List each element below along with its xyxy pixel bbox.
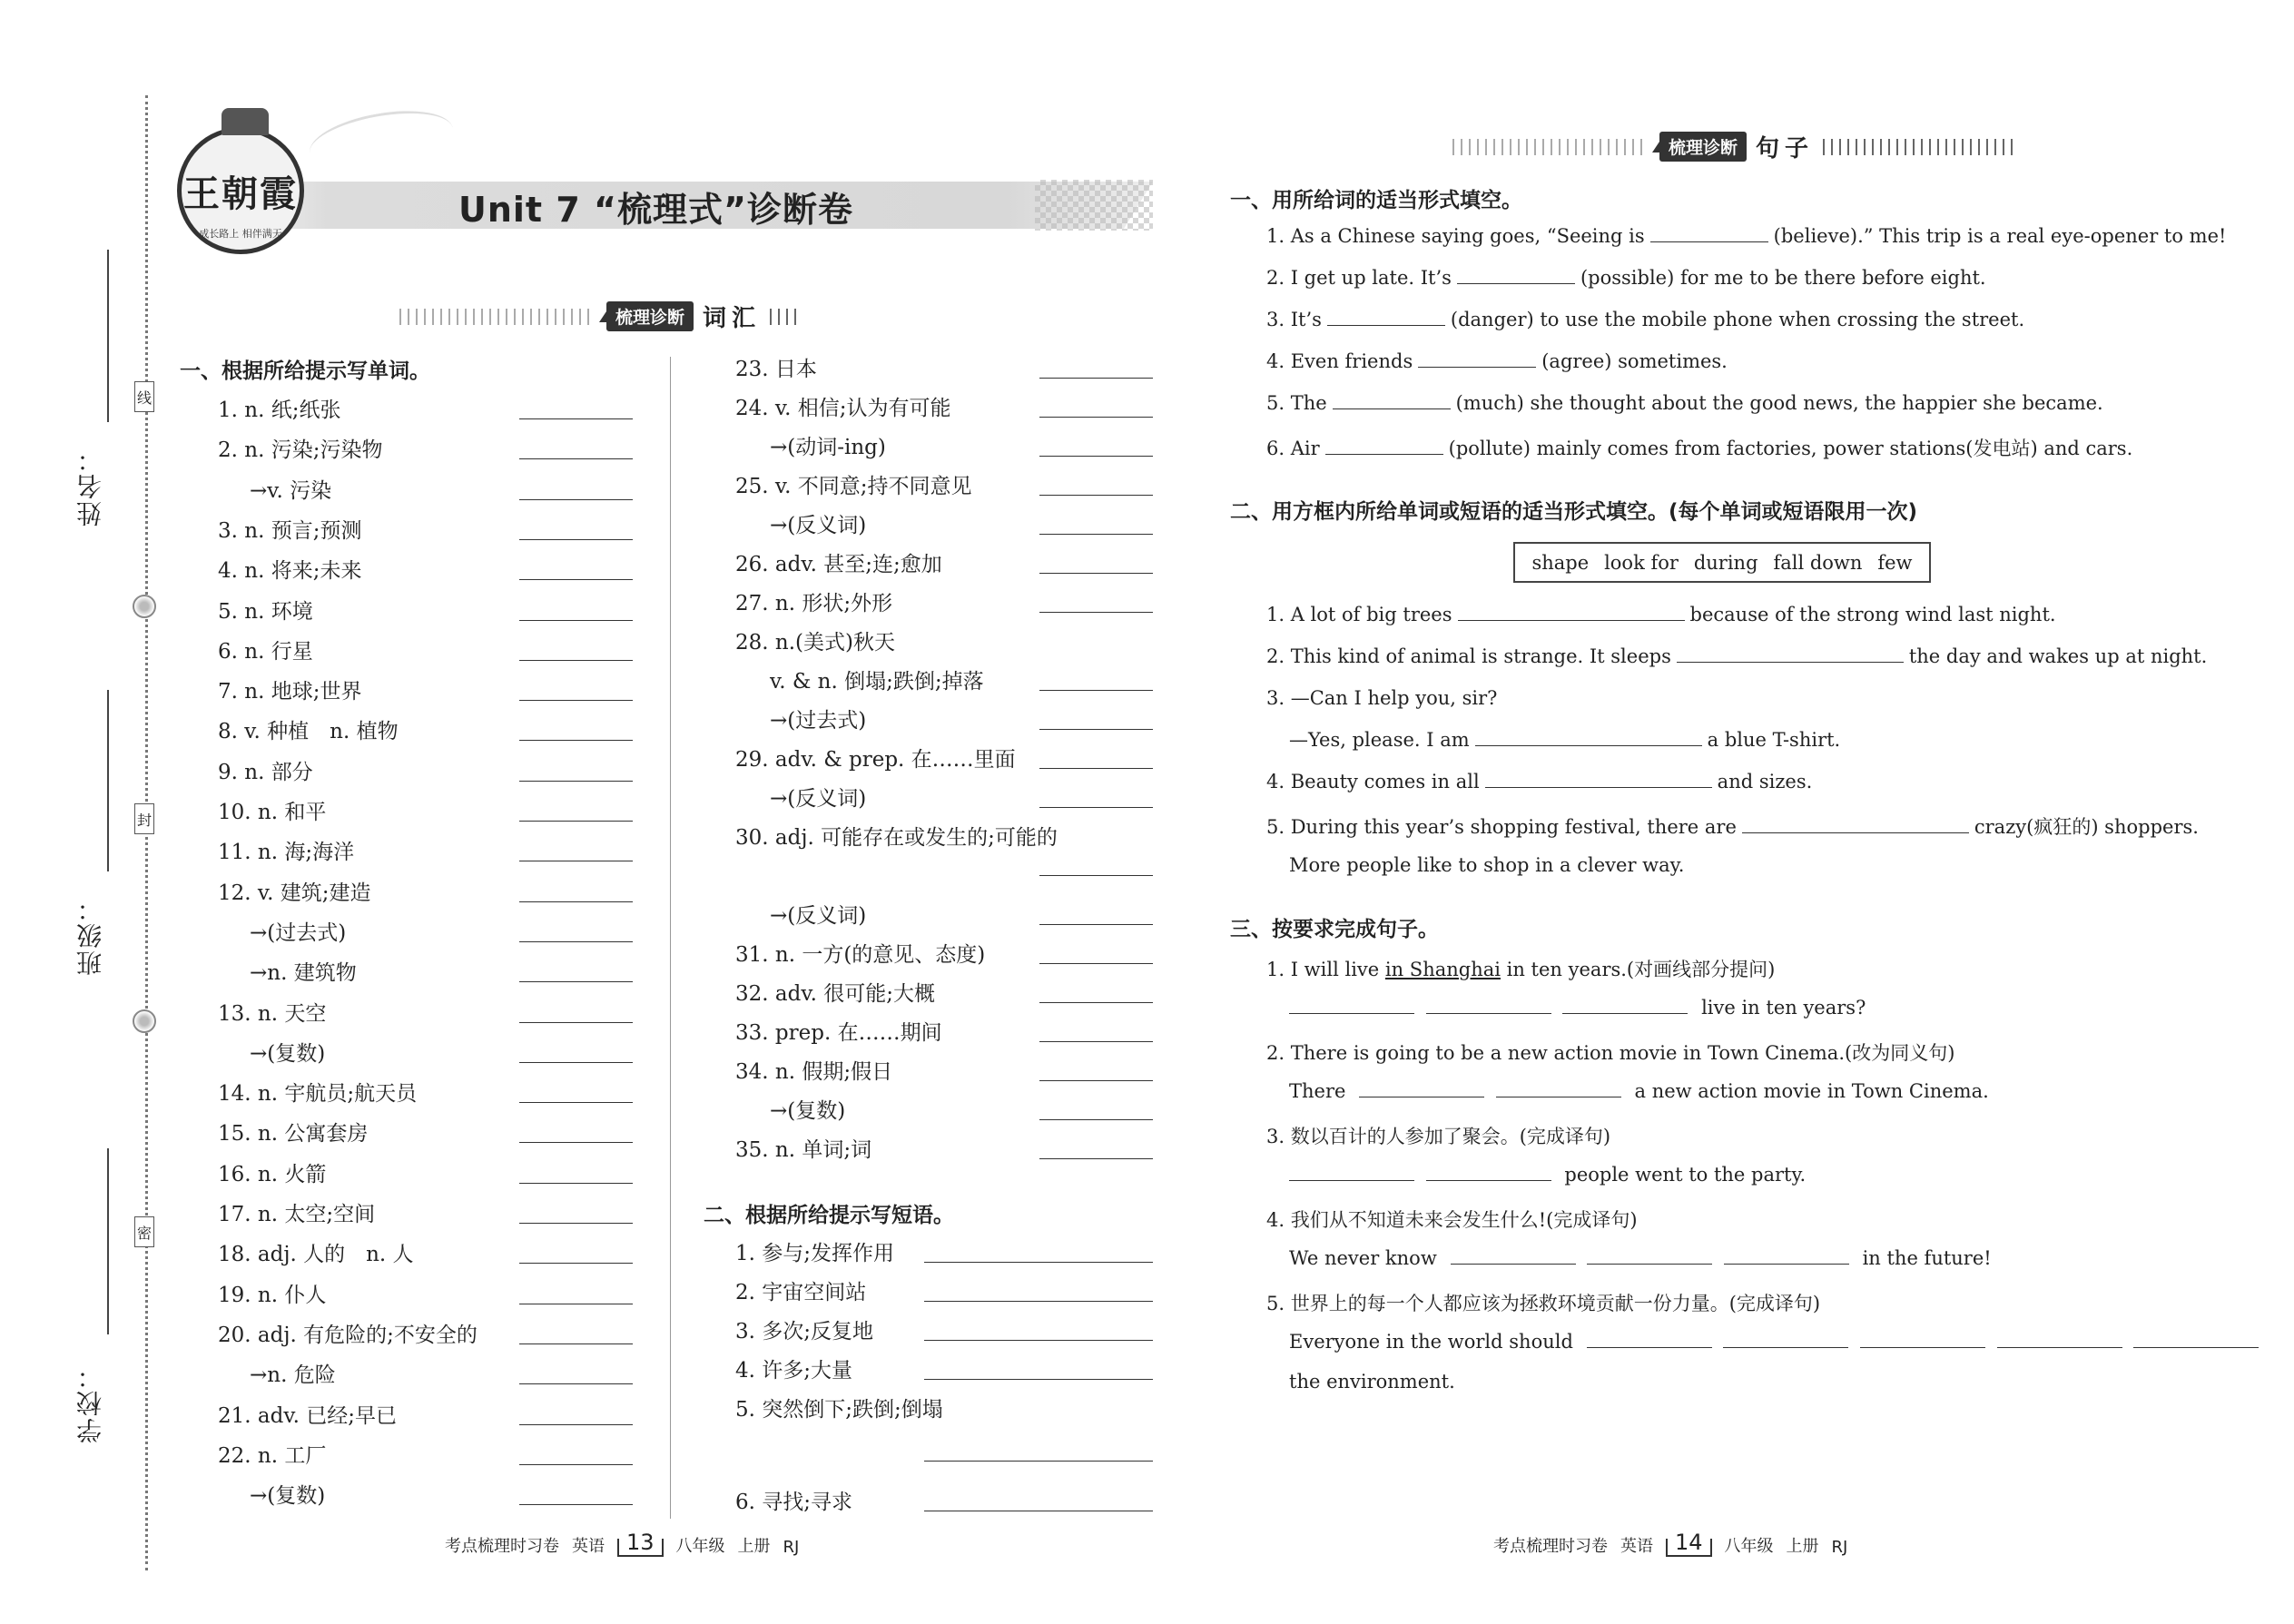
vocab-item: →v. 污染 xyxy=(250,478,332,503)
answer-blank[interactable] xyxy=(1997,1347,2122,1348)
answer-blank[interactable] xyxy=(2133,1347,2259,1348)
answer-blank[interactable] xyxy=(1039,1041,1153,1042)
vocab-item: 4. n. 将来;未来 xyxy=(218,559,362,584)
answer-blank[interactable] xyxy=(1039,875,1153,876)
vocab-item: 15. n. 公寓套房 xyxy=(218,1122,369,1147)
sentence-pre: 2. I get up late. It’s xyxy=(1266,267,1452,289)
answer-blank[interactable] xyxy=(924,1301,1153,1302)
vocab-item: 10. n. 和平 xyxy=(218,801,327,824)
vocab-item: 16. n. 火箭 xyxy=(218,1162,327,1186)
answer-blank[interactable] xyxy=(1289,1013,1414,1014)
footer-volume: 上册 xyxy=(737,1537,771,1556)
vocab-part1-title: 一、根据所给提示写单词。 xyxy=(180,359,430,383)
q3-answer-text: people went to the party. xyxy=(1564,1164,1807,1186)
vocab-item: 33. prep. 在……期间 xyxy=(735,1021,942,1045)
q5-answer-row xyxy=(1289,1331,2259,1353)
answer-blank[interactable] xyxy=(1587,1347,1712,1348)
badge-tail-icon-2 xyxy=(1652,142,1659,153)
school-blank[interactable] xyxy=(107,1148,109,1334)
page-number: 14 xyxy=(1666,1530,1712,1557)
footer-grade: 八年级 xyxy=(675,1537,725,1556)
vocab-item: →(反义词) xyxy=(770,904,867,928)
sentence-post: (danger) to use the mobile phone when crossing the street. xyxy=(1450,309,2025,330)
q1-prompt xyxy=(1266,955,1775,982)
sentence-item xyxy=(1289,854,1684,876)
logo-ribbon xyxy=(305,102,458,181)
sentence-pre: 1. As a Chinese saying goes, “Seeing is xyxy=(1266,225,1645,247)
logo-text: 王朝霞 xyxy=(183,172,298,215)
vocab-item: 13. n. 天空 xyxy=(218,1001,327,1026)
q4-answer-text: in the future! xyxy=(1862,1247,1992,1269)
sentence-pre: 5. The xyxy=(1266,392,1327,414)
vocab-item: →(复数) xyxy=(250,1041,326,1066)
sentence-post: because of the strong wind last night. xyxy=(1689,604,2056,625)
answer-blank[interactable] xyxy=(924,1379,1153,1380)
answer-blank[interactable] xyxy=(519,418,633,419)
answer-blank[interactable] xyxy=(1457,283,1575,284)
vocab-item: 18. adj. 人的 n. 人 xyxy=(218,1243,414,1267)
q4-answer-row xyxy=(1289,1247,1992,1269)
q5-prompt: 5. 世界上的每一个人都应该为拯救环境贡献一份力量。(完成译句) xyxy=(1266,1293,1821,1314)
answer-blank[interactable] xyxy=(1039,768,1153,769)
vocab-item: 24. v. 相信;认为有可能 xyxy=(735,397,951,420)
sentence-pre: 1. A lot of big trees xyxy=(1266,604,1452,625)
tick-decoration-right-2 xyxy=(1823,139,2013,155)
vocab-item: 27. n. 形状;外形 xyxy=(735,592,893,615)
answer-blank[interactable] xyxy=(519,579,633,580)
sentence-pre: More people like to shop in a clever way. xyxy=(1289,854,1685,876)
school-label: 学校： xyxy=(75,1362,105,1443)
sentence-pre: 5. During this year’s shopping festival, there are xyxy=(1266,816,1737,838)
phrase-item: 5. 突然倒下;跌倒;倒塌 xyxy=(735,1398,943,1422)
badge-tail-icon xyxy=(599,311,606,322)
vocab-part2-title: 二、根据所给提示写短语。 xyxy=(704,1204,954,1227)
vocab-item: →(动词-ing) xyxy=(770,436,886,459)
answer-blank[interactable] xyxy=(1039,495,1153,496)
sentence-pre: 3. It’s xyxy=(1266,309,1322,330)
q1-pre: 1. I will live xyxy=(1266,959,1385,980)
vocab-item: 23. 日本 xyxy=(735,358,817,381)
title-checker-pattern xyxy=(1035,180,1153,231)
vocab-item: →n. 建筑物 xyxy=(250,961,357,986)
answer-blank[interactable] xyxy=(1650,241,1768,242)
answer-blank[interactable] xyxy=(1475,745,1702,746)
footer-edition: RJ xyxy=(783,1538,800,1557)
answer-blank[interactable] xyxy=(1325,454,1443,455)
q2-prompt: 2. There is going to be a new action movie in Town Cinema.(改为同义句) xyxy=(1266,1042,1955,1064)
q1-underlined: in Shanghai xyxy=(1384,959,1501,980)
answer-blank[interactable] xyxy=(519,1183,633,1184)
q2-answer-row xyxy=(1289,1080,1989,1102)
q3-prompt: 3. 数以百计的人参加了聚会。(完成译句) xyxy=(1266,1126,1611,1147)
sentence-post: (believe).” This trip is a real eye-opener to me! xyxy=(1773,225,2227,247)
sentence-pre: 4. Beauty comes in all xyxy=(1266,771,1480,792)
answer-blank[interactable] xyxy=(519,941,633,942)
sentence-section-header xyxy=(1452,130,2013,163)
vocab-item: 17. n. 太空;空间 xyxy=(218,1203,376,1226)
answer-blank[interactable] xyxy=(519,1142,633,1143)
answer-blank[interactable] xyxy=(519,539,633,540)
sentence-item xyxy=(1266,350,1728,372)
sentence-pre: 2. This kind of animal is strange. It sleeps xyxy=(1266,645,1671,667)
sentence-badge: 梳理诊断 xyxy=(1659,132,1747,162)
answer-blank[interactable] xyxy=(519,1343,633,1344)
footer-grade: 八年级 xyxy=(1724,1537,1774,1556)
sentence-title: 句子 xyxy=(1756,135,1815,162)
name-label: 姓名： xyxy=(75,445,105,527)
answer-blank[interactable] xyxy=(1562,1013,1688,1014)
footer-edition: RJ xyxy=(1831,1538,1848,1557)
class-blank[interactable] xyxy=(107,690,109,871)
binding-hole-1 xyxy=(133,595,156,618)
sentence-item xyxy=(1266,392,2103,414)
answer-blank[interactable] xyxy=(1039,1158,1153,1159)
answer-blank[interactable] xyxy=(1677,662,1904,663)
sentence-post: a blue T-shirt. xyxy=(1707,729,1841,751)
vocab-item: →(复数) xyxy=(250,1484,326,1509)
answer-blank[interactable] xyxy=(1039,807,1153,808)
phrase-item: 1. 参与;发挥作用 xyxy=(735,1242,895,1265)
crown-icon xyxy=(222,108,269,135)
answer-blank[interactable] xyxy=(519,1062,633,1063)
answer-blank[interactable] xyxy=(924,1262,1153,1263)
q4-answer-pre: We never know xyxy=(1289,1247,1437,1269)
q2-answer-pre: There xyxy=(1289,1080,1346,1102)
vocab-item: 3. n. 预言;预测 xyxy=(218,518,362,543)
answer-blank[interactable] xyxy=(1418,367,1536,368)
answer-blank[interactable] xyxy=(1039,1119,1153,1120)
answer-blank[interactable] xyxy=(519,821,633,822)
answer-blank[interactable] xyxy=(1039,963,1153,964)
answer-blank[interactable] xyxy=(519,1102,633,1103)
answer-blank[interactable] xyxy=(519,740,633,741)
vocab-section-header xyxy=(399,300,797,333)
page-number: 13 xyxy=(617,1530,664,1557)
tick-decoration-left-2 xyxy=(1452,139,1643,155)
answer-blank[interactable] xyxy=(1039,1080,1153,1081)
answer-blank[interactable] xyxy=(1587,1264,1712,1265)
answer-blank[interactable] xyxy=(1039,1002,1153,1003)
q3-answer-row xyxy=(1289,1164,1806,1186)
footer-volume: 上册 xyxy=(1786,1537,1819,1556)
vocab-badge: 梳理诊断 xyxy=(606,301,694,331)
answer-blank[interactable] xyxy=(519,1022,633,1023)
vocab-item: 34. n. 假期;假日 xyxy=(735,1060,893,1084)
vocab-title: 词汇 xyxy=(703,305,762,332)
q5-answer-end: the environment. xyxy=(1289,1371,1455,1393)
word-box xyxy=(1513,542,1931,583)
word-box-item: during xyxy=(1693,551,1758,574)
answer-blank[interactable] xyxy=(1723,1347,1848,1348)
page-title: Unit 7 “梳理式”诊断卷 xyxy=(458,190,853,230)
vocab-item: 29. adv. & prep. 在……里面 xyxy=(735,748,1016,772)
vocab-item: →(过去式) xyxy=(770,709,867,733)
answer-blank[interactable] xyxy=(519,1504,633,1505)
seal-char-3: 密 xyxy=(134,1216,154,1247)
word-box-item: shape xyxy=(1531,551,1590,574)
sentence-item xyxy=(1266,225,2226,247)
vocab-item: v. & n. 倒塌;跌倒;掉落 xyxy=(770,670,984,694)
vocab-item: →(反义词) xyxy=(770,514,867,537)
answer-blank[interactable] xyxy=(519,781,633,782)
word-box-item: few xyxy=(1877,551,1913,574)
footer-subject: 英语 xyxy=(572,1537,605,1556)
vocab-item: 14. n. 宇航员;航天员 xyxy=(218,1082,418,1107)
phrase-item: 6. 寻找;寻求 xyxy=(735,1491,853,1514)
sentence-item xyxy=(1266,434,2132,461)
vocab-item: 28. n.(美式)秋天 xyxy=(735,631,895,655)
vocab-item: 25. v. 不同意;持不同意见 xyxy=(735,475,972,498)
answer-blank[interactable] xyxy=(1039,612,1153,613)
sentence-item xyxy=(1266,645,2207,667)
answer-blank[interactable] xyxy=(1485,787,1712,788)
answer-blank[interactable] xyxy=(1039,378,1153,379)
answer-blank[interactable] xyxy=(1451,1264,1576,1265)
sentence-part3-title: 三、按要求完成句子。 xyxy=(1230,918,1439,941)
sentence-item xyxy=(1266,812,2199,840)
vocab-item: 5. n. 环境 xyxy=(218,599,313,624)
answer-blank[interactable] xyxy=(924,1340,1153,1341)
vocab-item: 11. n. 海;海洋 xyxy=(218,841,355,865)
footer-book: 考点梳理时习卷 xyxy=(1493,1537,1608,1556)
q1-answer-text: live in ten years? xyxy=(1701,997,1866,1019)
word-box-item: fall down xyxy=(1773,551,1863,574)
vocab-item: 1. n. 纸;纸张 xyxy=(218,399,341,422)
brand-logo xyxy=(177,127,304,254)
answer-blank[interactable] xyxy=(1327,325,1445,326)
q5-answer-pre: Everyone in the world should xyxy=(1289,1331,1573,1353)
vocab-item: 19. n. 仆人 xyxy=(218,1283,327,1307)
answer-blank[interactable] xyxy=(1039,690,1153,691)
vocab-item: 22. n. 工厂 xyxy=(218,1443,327,1468)
sentence-pre: —Yes, please. I am xyxy=(1289,729,1470,751)
vocab-item: 9. n. 部分 xyxy=(218,760,313,784)
answer-blank[interactable] xyxy=(519,981,633,982)
answer-blank[interactable] xyxy=(1333,408,1451,409)
answer-blank[interactable] xyxy=(519,1263,633,1264)
answer-blank[interactable] xyxy=(519,499,633,500)
sentence-pre: 4. Even friends xyxy=(1266,350,1413,372)
vocab-item: 31. n. 一方(的意见、态度) xyxy=(735,943,986,967)
tick-decoration-left xyxy=(399,309,590,325)
answer-blank[interactable] xyxy=(1039,573,1153,574)
tick-decoration-right xyxy=(770,309,797,325)
vocab-item: 30. adj. 可能存在或发生的;可能的 xyxy=(735,826,1058,850)
vocab-item: 8. v. 种植 n. 植物 xyxy=(218,720,399,744)
word-box-item: look for xyxy=(1604,551,1679,574)
vocab-item: 2. n. 污染;污染物 xyxy=(218,438,383,463)
answer-blank[interactable] xyxy=(1860,1347,1985,1348)
vocab-item: 21. adv. 已经;早已 xyxy=(218,1403,397,1428)
sentence-part1-title: 一、用所给词的适当形式填空。 xyxy=(1230,189,1522,212)
phrase-item: 4. 许多;大量 xyxy=(735,1359,853,1383)
answer-blank[interactable] xyxy=(1724,1264,1849,1265)
answer-blank[interactable] xyxy=(1039,417,1153,418)
footer-right xyxy=(1493,1530,1847,1557)
answer-blank[interactable] xyxy=(1289,1180,1414,1181)
vocab-item: →(复数) xyxy=(770,1099,846,1123)
phrase-item: 2. 宇宙空间站 xyxy=(735,1281,867,1304)
answer-blank[interactable] xyxy=(519,700,633,701)
answer-blank[interactable] xyxy=(1458,620,1685,621)
footer-subject: 英语 xyxy=(1620,1537,1653,1556)
sentence-post: the day and wakes up at night. xyxy=(1908,645,2208,667)
sentence-post: crazy(疯狂的) shoppers. xyxy=(1974,816,2199,838)
answer-blank[interactable] xyxy=(1039,729,1153,730)
footer-book: 考点梳理时习卷 xyxy=(445,1537,559,1556)
sentence-item xyxy=(1266,267,1986,289)
sentence-item xyxy=(1266,309,2024,330)
q4-prompt: 4. 我们从不知道未来会发生什么!(完成译句) xyxy=(1266,1209,1638,1231)
sentence-item xyxy=(1266,687,1497,709)
answer-blank[interactable] xyxy=(519,1424,633,1425)
sentence-post: (pollute) mainly comes from factories, power stations(发电站) and cars. xyxy=(1448,438,2133,459)
answer-blank[interactable] xyxy=(1426,1180,1551,1181)
answer-blank[interactable] xyxy=(519,901,633,902)
answer-blank[interactable] xyxy=(519,1383,633,1384)
sentence-post: and sizes. xyxy=(1717,771,1813,792)
answer-blank[interactable] xyxy=(519,620,633,621)
footer-left xyxy=(445,1530,799,1557)
seal-char-1: 线 xyxy=(134,381,154,412)
answer-blank[interactable] xyxy=(519,458,633,459)
vocab-item: →(过去式) xyxy=(250,920,347,945)
vocab-item: →n. 危险 xyxy=(250,1363,336,1388)
answer-blank[interactable] xyxy=(519,660,633,661)
vocab-item: 26. adv. 甚至;连;愈加 xyxy=(735,553,942,576)
class-label: 班级： xyxy=(75,894,105,976)
column-divider xyxy=(670,357,671,1519)
seal-char-2: 封 xyxy=(134,803,154,834)
vocab-item: 35. n. 单词;词 xyxy=(735,1138,872,1162)
vocab-item: 12. v. 建筑;建造 xyxy=(218,881,371,905)
answer-blank[interactable] xyxy=(519,1464,633,1465)
answer-blank[interactable] xyxy=(1742,832,1969,833)
sentence-post: (agree) sometimes. xyxy=(1541,350,1728,372)
vocab-item: 7. n. 地球;世界 xyxy=(218,680,362,704)
answer-blank[interactable] xyxy=(1039,924,1153,925)
binding-hole-2 xyxy=(133,1009,156,1033)
q1-answer-row xyxy=(1289,997,1866,1019)
sentence-item xyxy=(1266,771,1812,792)
vocab-item: 20. adj. 有危险的;不安全的 xyxy=(218,1323,478,1347)
sentence-post: (possible) for me to be there before eight. xyxy=(1580,267,1986,289)
q2-answer-text: a new action movie in Town Cinema. xyxy=(1634,1080,1989,1102)
vocab-item: 32. adv. 很可能;大概 xyxy=(735,982,935,1006)
vocab-item: 6. n. 行星 xyxy=(218,639,313,664)
sentence-post: (much) she thought about the good news, the happier she became. xyxy=(1455,392,2103,414)
q1-post: in ten years.(对画线部分提问) xyxy=(1500,959,1776,980)
answer-blank[interactable] xyxy=(1426,1013,1551,1014)
answer-blank[interactable] xyxy=(1039,456,1153,457)
sentence-item xyxy=(1266,604,2056,625)
phrase-item: 3. 多次;反复地 xyxy=(735,1320,874,1343)
logo-subtitle: 成长路上 相伴满天 xyxy=(199,228,282,240)
sentence-pre: 3. —Can I help you, sir? xyxy=(1266,687,1498,709)
answer-blank[interactable] xyxy=(1039,534,1153,535)
answer-blank[interactable] xyxy=(924,1461,1153,1462)
sentence-pre: 6. Air xyxy=(1266,438,1320,459)
sentence-item xyxy=(1289,729,1840,751)
sentence-part2-title: 二、用方框内所给单词或短语的适当形式填空。(每个单词或短语限用一次) xyxy=(1230,500,1918,524)
answer-blank[interactable] xyxy=(519,1223,633,1224)
vocab-item: →(反义词) xyxy=(770,787,867,811)
name-blank[interactable] xyxy=(107,250,109,422)
